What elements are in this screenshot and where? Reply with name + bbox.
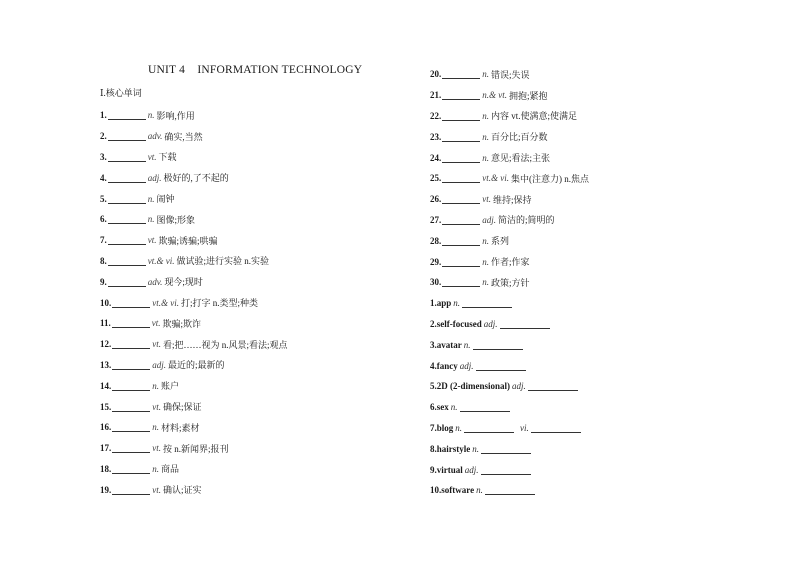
answer-blank[interactable] (112, 381, 150, 391)
item-number: 23. (430, 131, 442, 142)
part-of-speech: vt. (152, 401, 161, 412)
part-of-speech: n. (455, 422, 463, 433)
answer-blank[interactable] (481, 444, 531, 454)
item-number: 14. (100, 380, 112, 391)
vocab-item (100, 479, 288, 500)
item-number: 6. (100, 214, 107, 225)
part-of-speech: n. (152, 463, 159, 474)
part-of-speech: n. (482, 131, 489, 142)
english-word: 1.app (430, 298, 452, 309)
item-number: 24. (430, 152, 442, 163)
answer-blank[interactable] (112, 318, 150, 328)
item-number: 16. (100, 422, 112, 433)
part-of-speech: vt.& vi. (482, 173, 509, 184)
chinese-meaning: 欺骗;欺诈 (162, 318, 202, 329)
reverse-vocab-item (430, 355, 589, 376)
part-of-speech: n. (147, 110, 155, 121)
reverse-vocab-item (430, 314, 589, 335)
english-word: 7.blog (430, 422, 454, 433)
vocab-item (430, 230, 589, 251)
part-of-speech-2: vi. (520, 422, 529, 433)
part-of-speech: vt. (147, 151, 157, 162)
chinese-meaning: 确实,当然 (164, 131, 203, 142)
vocab-item (100, 396, 288, 417)
vocab-item (100, 188, 288, 209)
answer-blank[interactable] (108, 131, 146, 141)
answer-blank[interactable] (442, 69, 480, 79)
vocab-item (430, 64, 589, 85)
answer-blank[interactable] (108, 256, 146, 266)
part-of-speech: n. (482, 235, 489, 246)
item-number: 5. (100, 193, 107, 204)
part-of-speech: n. (482, 69, 489, 80)
vocab-item (100, 355, 288, 376)
chinese-meaning: 做试验;进行实验 n.实验 (176, 256, 270, 267)
answer-blank[interactable] (108, 152, 146, 162)
answer-blank[interactable] (112, 464, 150, 474)
part-of-speech: adj. (512, 381, 526, 392)
item-number: 13. (100, 359, 112, 370)
part-of-speech: n. (450, 402, 458, 413)
reverse-vocab-item (430, 376, 589, 397)
answer-blank[interactable] (442, 194, 480, 204)
right-vocab-column (430, 64, 589, 501)
vocab-item (100, 209, 288, 230)
chinese-meaning: 百分比;百分数 (491, 132, 548, 143)
answer-blank[interactable] (108, 277, 146, 287)
item-number: 11. (100, 318, 111, 329)
answer-blank[interactable] (112, 422, 150, 432)
reverse-vocab-item (430, 418, 589, 439)
page-title: UNIT 4 INFORMATION TECHNOLOGY (148, 64, 363, 76)
chinese-meaning: 拥抱;紧抱 (509, 90, 548, 101)
answer-blank[interactable] (485, 485, 535, 495)
answer-blank[interactable] (460, 402, 510, 412)
vocab-item (100, 230, 288, 251)
part-of-speech: n. (152, 422, 159, 433)
answer-blank[interactable] (108, 110, 146, 120)
answer-blank[interactable] (442, 257, 480, 267)
left-vocab-column (100, 105, 288, 500)
part-of-speech: adj. (459, 360, 474, 371)
part-of-speech: n. (147, 193, 155, 204)
answer-blank[interactable] (112, 339, 150, 349)
part-of-speech: adv. (147, 131, 163, 142)
chinese-meaning: 现今;现时 (164, 277, 203, 288)
chinese-meaning: 打;打字 n.类型;种类 (181, 298, 259, 309)
answer-blank[interactable] (500, 319, 550, 329)
part-of-speech: n. (482, 256, 489, 267)
vocab-item (430, 147, 589, 168)
answer-blank-2[interactable] (531, 423, 581, 433)
part-of-speech: adj. (482, 214, 497, 225)
vocab-item (430, 272, 589, 293)
vocab-item (100, 147, 288, 168)
vocab-item (100, 251, 288, 272)
item-number: 17. (100, 443, 112, 454)
answer-blank[interactable] (476, 361, 526, 371)
item-number: 19. (100, 484, 112, 495)
vocab-item (430, 251, 589, 272)
english-word: 8.hairstyle (430, 443, 471, 454)
item-number: 1. (100, 110, 107, 121)
reverse-vocab-item (430, 293, 589, 314)
answer-blank[interactable] (442, 90, 480, 100)
part-of-speech: vt. (151, 318, 161, 329)
item-number: 21. (430, 90, 442, 101)
item-number: 22. (430, 110, 442, 121)
item-number: 20. (430, 69, 442, 80)
answer-blank[interactable] (112, 485, 150, 495)
section-label: Ⅰ.核心单词 (100, 88, 142, 98)
item-number: 2. (100, 131, 107, 142)
item-number: 30. (430, 277, 442, 288)
answer-blank[interactable] (442, 111, 480, 121)
chinese-meaning: 意见;看法;主张 (491, 153, 551, 164)
chinese-meaning: 按 n.新闻界;报刊 (163, 443, 229, 454)
part-of-speech: n. (147, 214, 155, 225)
vocab-item (430, 168, 589, 189)
part-of-speech: vt. (152, 443, 161, 454)
vocab-item (100, 459, 288, 480)
chinese-meaning: 影响,作用 (156, 110, 195, 121)
item-number: 18. (100, 463, 112, 474)
item-number: 28. (430, 235, 442, 246)
chinese-meaning: 集中(注意力) n.焦点 (511, 173, 589, 184)
chinese-meaning: 看;把……视为 n.风景;看法;观点 (163, 339, 288, 350)
part-of-speech: adj. (147, 172, 162, 183)
vocab-item (100, 334, 288, 355)
chinese-meaning: 图像;形象 (156, 214, 196, 225)
reverse-vocab-item (430, 459, 589, 480)
part-of-speech: vt. (152, 484, 161, 495)
answer-blank[interactable] (473, 340, 523, 350)
chinese-meaning: 材料;素材 (161, 422, 200, 433)
chinese-meaning: 系列 (491, 236, 510, 247)
chinese-meaning: 内容 vt.使满意;使满足 (491, 111, 578, 122)
vocab-item (100, 417, 288, 438)
answer-blank[interactable] (442, 236, 480, 246)
english-word: 2.self-focused (430, 318, 482, 329)
part-of-speech: adj. (152, 359, 167, 370)
vocab-item (100, 292, 288, 313)
vocab-item (430, 126, 589, 147)
english-word: 6.sex (430, 402, 449, 413)
chinese-meaning: 下载 (158, 152, 177, 163)
chinese-meaning: 商品 (161, 464, 180, 475)
vocab-item (430, 210, 589, 231)
item-number: 4. (100, 172, 107, 183)
vocab-item (100, 126, 288, 147)
part-of-speech: n. (482, 277, 489, 288)
answer-blank[interactable] (108, 214, 146, 224)
item-number: 7. (100, 235, 107, 246)
vocab-item (100, 375, 288, 396)
answer-blank[interactable] (442, 132, 480, 142)
chinese-meaning: 最近的;最新的 (168, 360, 225, 371)
part-of-speech: vt.& vi. (147, 255, 175, 266)
item-number: 3. (100, 151, 107, 162)
item-number: 12. (100, 339, 112, 350)
vocab-item (430, 85, 589, 106)
part-of-speech: n.& vt. (482, 90, 507, 101)
english-word: 9.virtual (430, 464, 463, 475)
answer-blank[interactable] (528, 381, 578, 391)
item-number: 26. (430, 194, 442, 205)
english-word: 4.fancy (430, 360, 458, 371)
chinese-meaning: 闹钟 (156, 194, 175, 205)
vocab-item (430, 106, 589, 127)
chinese-meaning: 确认;证实 (163, 485, 202, 496)
part-of-speech: n. (482, 110, 489, 121)
vocab-item (100, 167, 288, 188)
answer-blank[interactable] (108, 194, 146, 204)
part-of-speech: adj. (483, 318, 498, 329)
answer-blank[interactable] (112, 402, 150, 412)
part-of-speech: vt.& vi. (152, 297, 179, 308)
vocab-item (100, 438, 288, 459)
english-word: 10.software (430, 485, 475, 496)
answer-blank[interactable] (442, 173, 480, 183)
item-number: 27. (430, 214, 442, 225)
part-of-speech: n. (152, 380, 159, 391)
english-word: 5.2D (2-dimensional) (430, 381, 511, 392)
item-number: 9. (100, 276, 107, 287)
chinese-meaning: 政策;方针 (491, 277, 530, 288)
reverse-vocab-item (430, 438, 589, 459)
chinese-meaning: 账户 (161, 381, 180, 392)
answer-blank[interactable] (442, 277, 480, 287)
answer-blank[interactable] (464, 423, 514, 433)
part-of-speech: adj. (464, 464, 479, 475)
part-of-speech: vt. (147, 235, 157, 246)
item-number: 29. (430, 256, 442, 267)
answer-blank[interactable] (481, 465, 531, 475)
answer-blank[interactable] (108, 235, 146, 245)
vocab-item (100, 313, 288, 334)
answer-blank[interactable] (442, 215, 480, 225)
vocab-item (100, 105, 288, 126)
part-of-speech: vt. (152, 339, 161, 350)
vocab-item (100, 271, 288, 292)
vocab-item (430, 189, 589, 210)
answer-blank[interactable] (112, 360, 150, 370)
part-of-speech: adv. (147, 276, 163, 287)
part-of-speech: n. (463, 339, 471, 350)
chinese-meaning: 欺骗;诱骗;哄骗 (158, 235, 218, 246)
reverse-vocab-item (430, 397, 589, 418)
item-number: 8. (100, 255, 107, 266)
chinese-meaning: 作者;作家 (491, 257, 530, 268)
answer-blank[interactable] (442, 153, 480, 163)
chinese-meaning: 简洁的;简明的 (498, 215, 555, 226)
part-of-speech: n. (476, 485, 483, 496)
item-number: 15. (100, 401, 112, 412)
english-word: 3.avatar (430, 339, 462, 350)
answer-blank[interactable] (112, 443, 150, 453)
part-of-speech: n. (482, 152, 489, 163)
chinese-meaning: 错误;失误 (491, 69, 530, 80)
item-number: 25. (430, 173, 442, 184)
reverse-vocab-item (430, 480, 589, 501)
answer-blank[interactable] (112, 298, 150, 308)
item-number: 10. (100, 297, 112, 308)
part-of-speech: n. (472, 443, 479, 454)
chinese-meaning: 维持;保持 (493, 194, 532, 205)
answer-blank[interactable] (462, 298, 512, 308)
part-of-speech: vt. (482, 194, 491, 205)
reverse-vocab-item (430, 334, 589, 355)
part-of-speech: n. (453, 298, 461, 309)
chinese-meaning: 极好的,了不起的 (163, 173, 229, 184)
answer-blank[interactable] (108, 173, 146, 183)
chinese-meaning: 确保;保证 (163, 402, 202, 413)
